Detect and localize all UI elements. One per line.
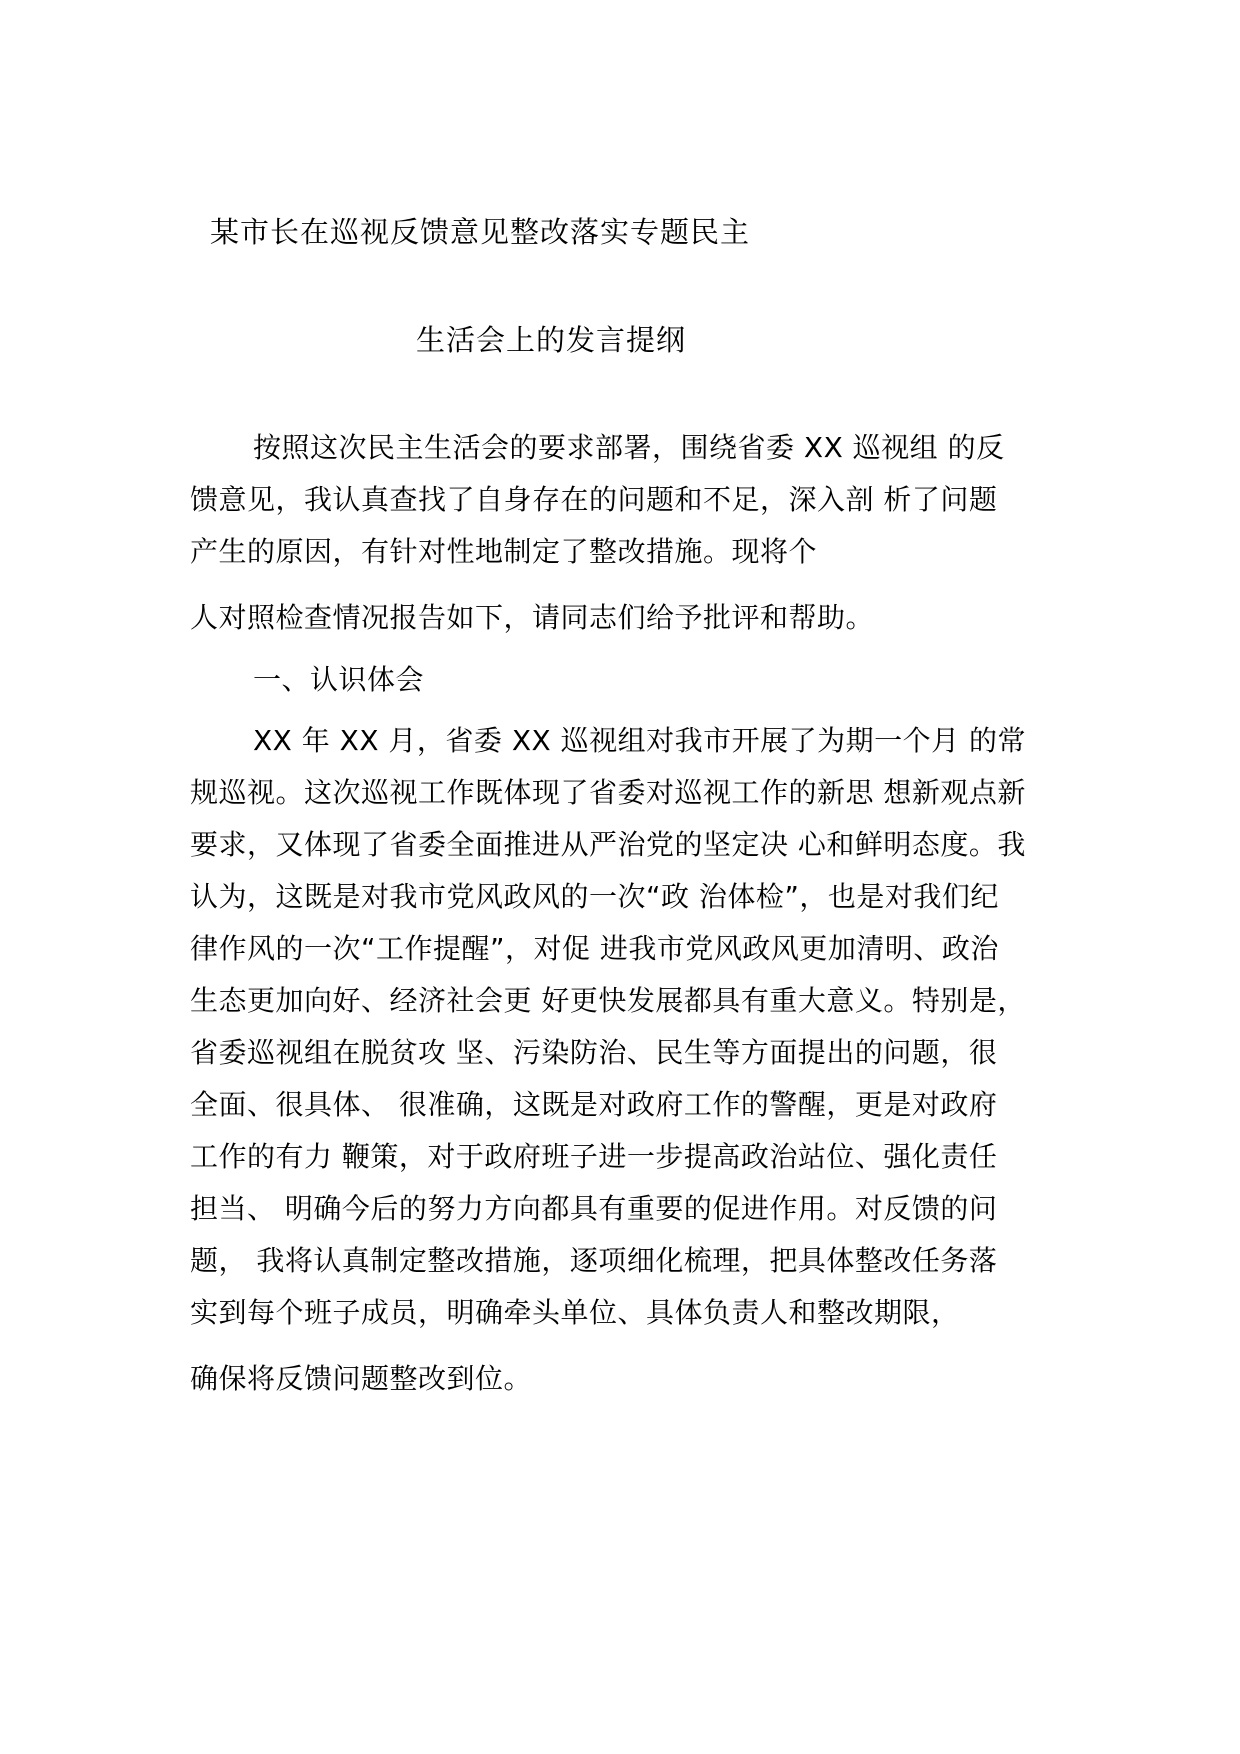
document-title-line-1: 某市长在巡视反馈意见整改落实专题民主 (210, 215, 751, 249)
section-heading: 一、认识体会 (253, 663, 425, 696)
section-paragraph-line: 全面、很具体、 很准确，这既是对政府工作的警醒，更是对政府 (190, 1088, 998, 1121)
section-paragraph-line: 题， 我将认真制定整改措施，逐项细化梳理，把具体整改任务落 (190, 1244, 998, 1277)
section-paragraph-line: 规巡视。这次巡视工作既体现了省委对巡视工作的新思 想新观点新 (190, 776, 1026, 809)
section-paragraph-line: 律作风的一次“工作提醒”，对促 进我市党风政风更加清明、政治 (190, 932, 999, 965)
intro-paragraph-line: 馈意见，我认真查找了自身存在的问题和不足，深入剖 析了问题 (190, 483, 998, 516)
intro-paragraph-line: 产生的原因，有针对性地制定了整改措施。现将个 (190, 535, 818, 568)
intro-paragraph-line: 按照这次民主生活会的要求部署，围绕省委 XX 巡视组 的反 (253, 431, 1005, 464)
section-paragraph-line: 工作的有力 鞭策，对于政府班子进一步提高政治站位、强化责任 (190, 1140, 998, 1173)
section-paragraph-line: 省委巡视组在脱贫攻 坚、污染防治、民生等方面提出的问题，很 (190, 1036, 998, 1069)
section-paragraph-line: XX 年 XX 月，省委 XX 巡视组对我市开展了为期一个月 的常 (253, 724, 1026, 757)
section-paragraph-line: 要求，又体现了省委全面推进从严治党的坚定决 心和鲜明态度。我 (190, 828, 1026, 861)
section-paragraph-line: 生态更加向好、经济社会更 好更快发展都具有重大意义。特别是， (190, 984, 1026, 1017)
intro-paragraph-line: 人对照检查情况报告如下，请同志们给予批评和帮助。 (190, 601, 875, 634)
section-paragraph-line: 认为，这既是对我市党风政风的一次“政 治体检”，也是对我们纪 (190, 880, 999, 913)
section-paragraph-line: 确保将反馈问题整改到位。 (190, 1362, 533, 1395)
document-title-line-2: 生活会上的发言提纲 (416, 323, 687, 357)
section-paragraph-line: 实到每个班子成员，明确牵头单位、具体负责人和整改期限， (190, 1296, 960, 1329)
section-paragraph-line: 担当、 明确今后的努力方向都具有重要的促进作用。对反馈的问 (190, 1192, 998, 1225)
